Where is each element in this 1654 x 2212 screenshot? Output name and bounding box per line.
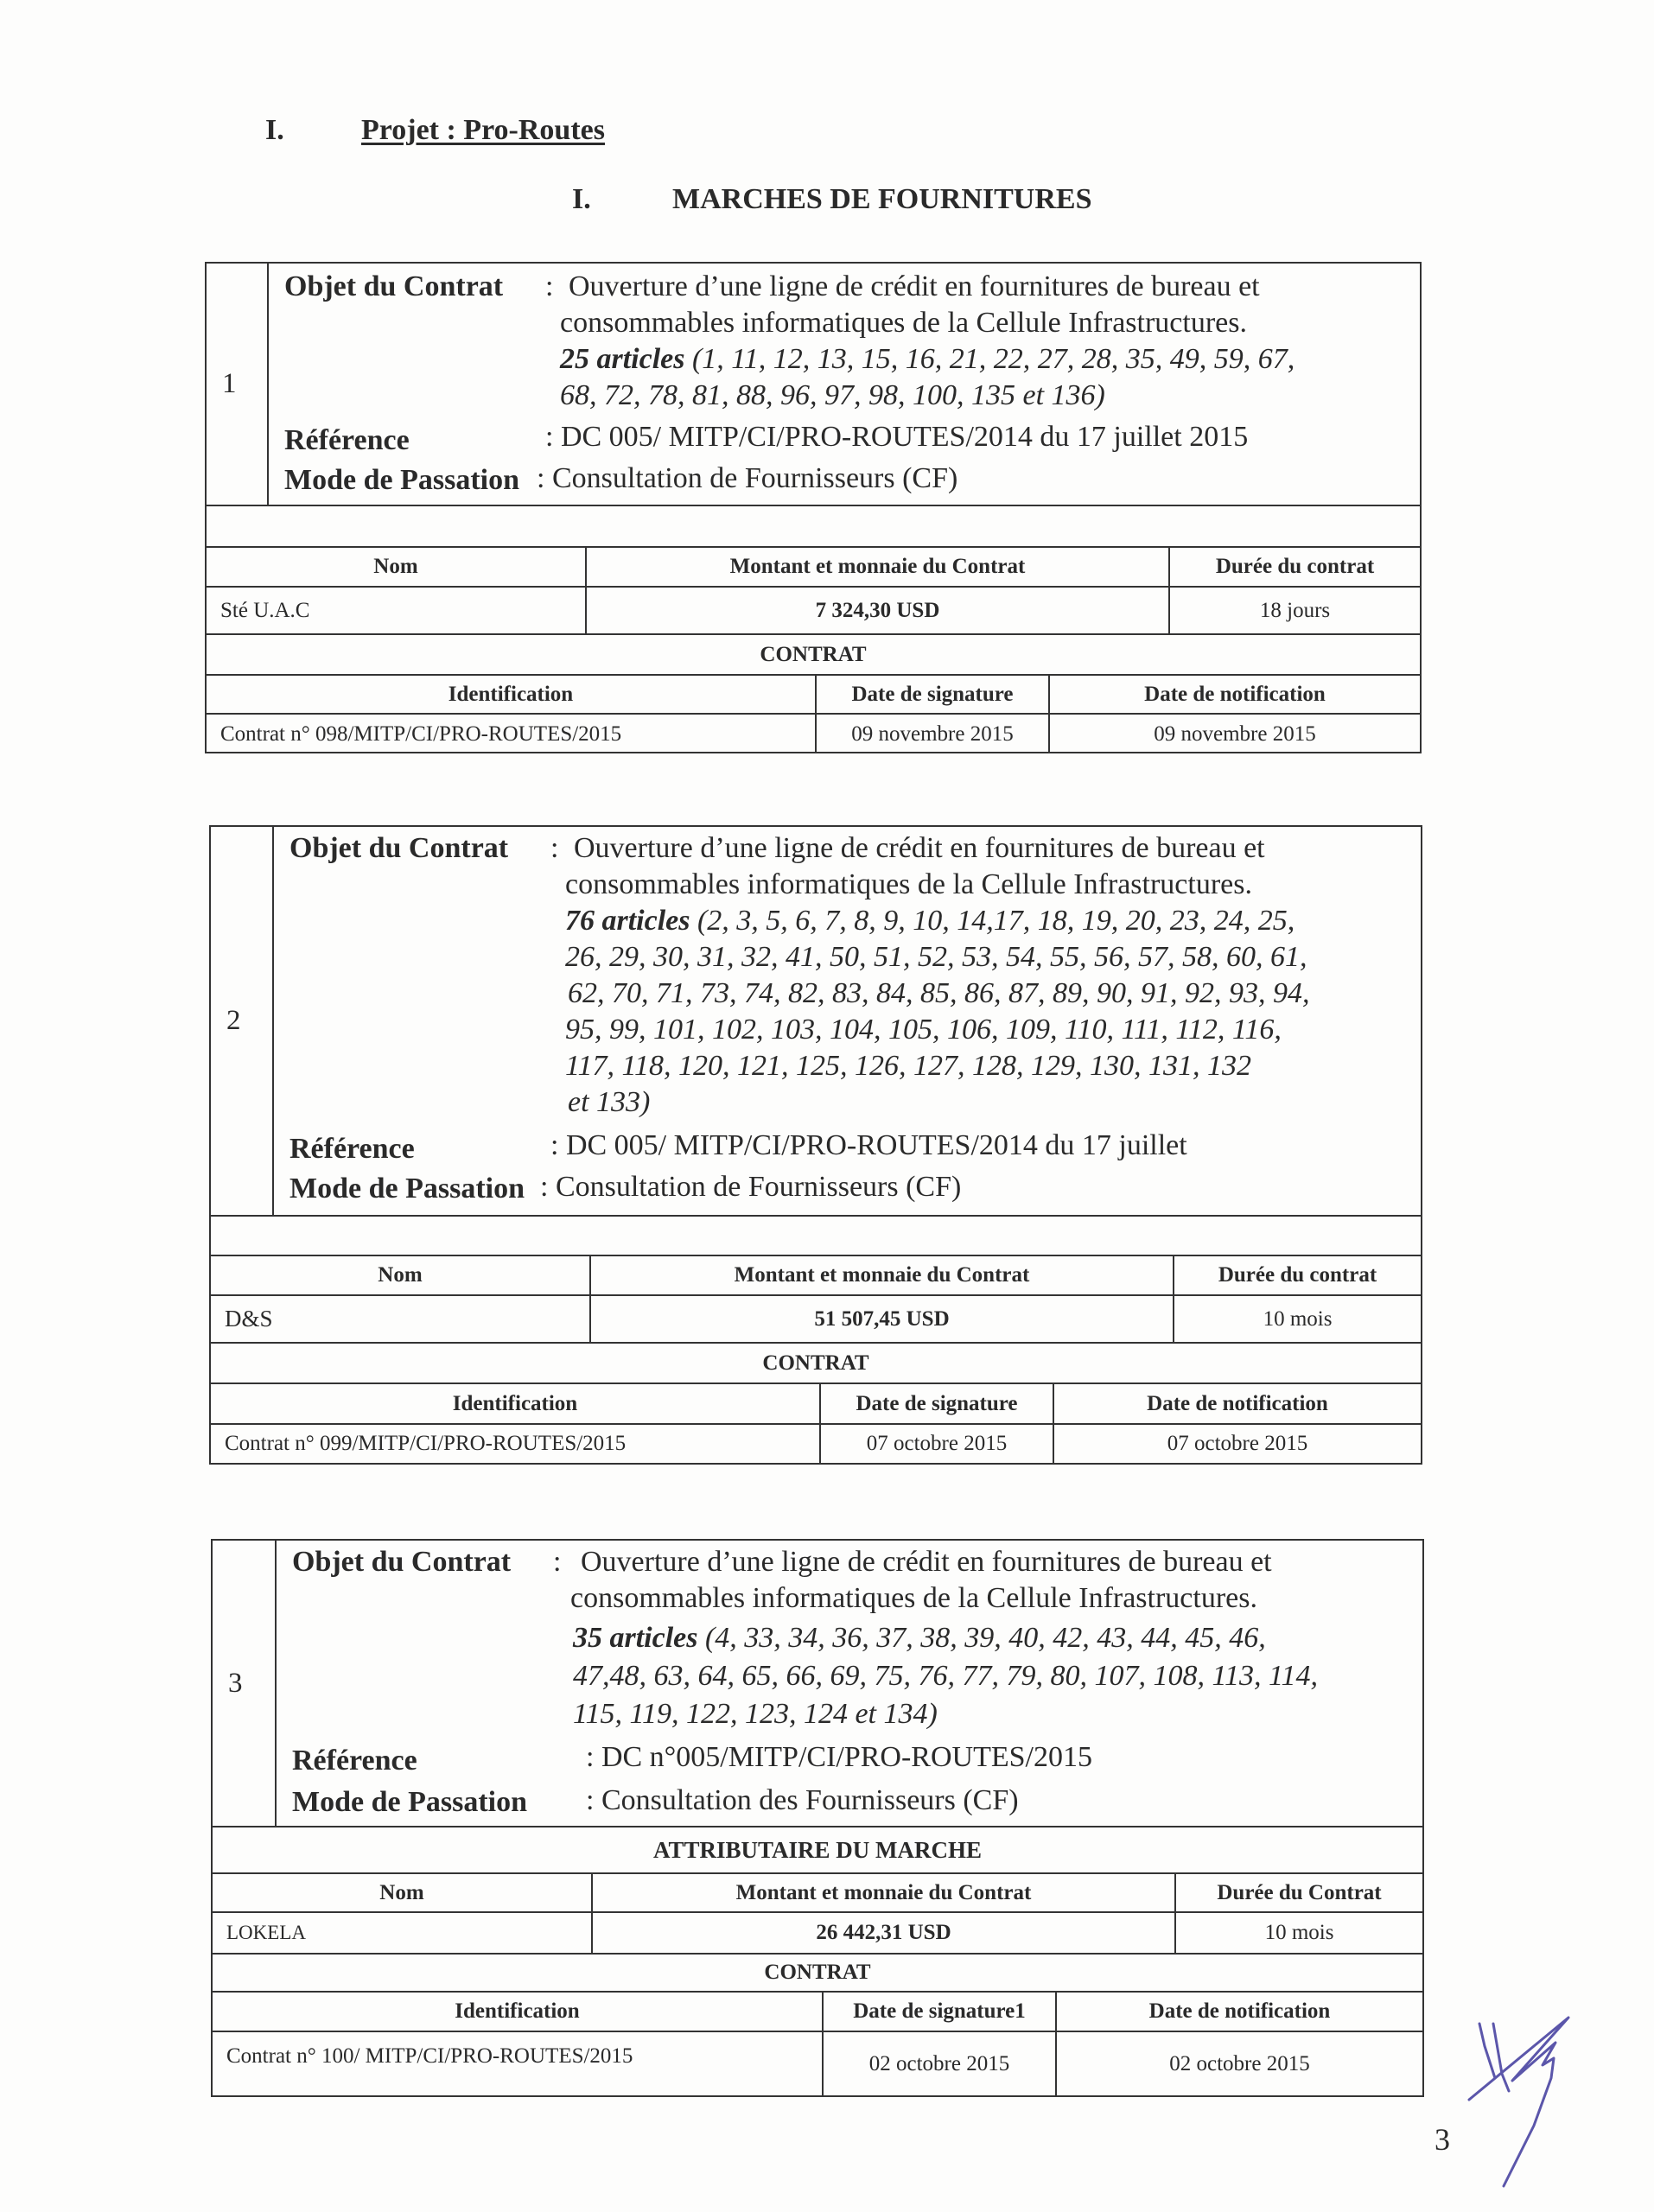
montant-header: Montant et monnaie du Contrat <box>589 1256 1173 1294</box>
supplier-name: D&S <box>225 1306 273 1332</box>
nom-header: Nom <box>378 1263 423 1287</box>
contract-duration: 10 mois <box>1174 1913 1422 1953</box>
mode-label: Mode de Passation <box>292 1786 527 1818</box>
attributaire-row <box>213 1827 1422 1874</box>
supplier-header-row <box>207 548 1420 588</box>
articles-line-1: 76 articles (2, 3, 5, 6, 7, 8, 9, 10, 14,17, 18, 19, 20, 23, 24, 25, <box>565 905 1295 937</box>
date-sig-header: Date de signature1 <box>822 1993 1055 2031</box>
articles-count: 35 articles <box>573 1622 698 1654</box>
signature-icon <box>1460 2013 1590 2203</box>
articles-line-6: et 133) <box>568 1086 651 1118</box>
date-notification: 09 novembre 2015 <box>1048 715 1420 753</box>
date-sig-header: Date de signature <box>815 676 1048 713</box>
date-signature: 09 novembre 2015 <box>815 715 1048 753</box>
objet-line-2: consommables informatiques de la Cellule Infrastructures. <box>560 307 1247 339</box>
contract-duration: 18 jours <box>1168 588 1420 633</box>
project-title: Projet : Pro-Routes <box>361 114 605 146</box>
mode-value: : Consultation de Fournisseurs (CF) <box>540 1171 962 1203</box>
articles-line-5: 117, 118, 120, 121, 125, 126, 127, 128, 129, 130, 131, 132 <box>565 1050 1251 1082</box>
articles-line-1: 35 articles (4, 33, 34, 36, 37, 38, 39, 40, 42, 43, 44, 45, 46, <box>573 1622 1266 1654</box>
duree-header: Durée du contrat <box>1168 548 1420 586</box>
ident-header-row <box>207 676 1420 715</box>
reference-label: Référence <box>284 424 410 456</box>
articles-line-4: 95, 99, 101, 102, 103, 104, 105, 106, 109, 110, 111, 112, 116, <box>565 1014 1282 1046</box>
contract-amount: 51 507,45 USD <box>589 1296 1173 1342</box>
objet-line-1: Ouverture d’une ligne de crédit en fournitures de bureau et <box>574 832 1265 864</box>
date-notification: 07 octobre 2015 <box>1053 1425 1421 1463</box>
objet-label: Objet du Contrat <box>289 832 509 864</box>
reference-label: Référence <box>292 1745 417 1777</box>
articles-line-2: 26, 29, 30, 31, 32, 41, 50, 51, 52, 53, 54, 55, 56, 57, 58, 60, 61, <box>565 941 1307 973</box>
contract-amount: 26 442,31 USD <box>591 1913 1174 1953</box>
objet-line-2: consommables informatiques de la Cellule Infrastructures. <box>570 1582 1257 1614</box>
contrat-title: CONTRAT <box>760 642 867 666</box>
articles-count: 25 articles <box>560 343 685 375</box>
empty-row <box>207 506 1420 548</box>
supplier-header-row <box>211 1256 1421 1296</box>
contract-table-3 <box>211 1539 1424 2097</box>
montant-header: Montant et monnaie du Contrat <box>585 548 1168 586</box>
objet-label: Objet du Contrat <box>284 270 504 302</box>
objet-colon: : <box>550 832 559 864</box>
contract-number: 3 <box>213 1541 277 1826</box>
contrat-title: CONTRAT <box>764 1961 871 1984</box>
ident-row <box>211 1425 1421 1463</box>
date-notif-header: Date de notification <box>1053 1384 1421 1423</box>
contract-details <box>213 1541 1422 1827</box>
nom-header: Nom <box>379 1880 424 1904</box>
objet-colon: : <box>545 270 554 302</box>
supplier-row <box>207 588 1420 635</box>
mode-label: Mode de Passation <box>284 464 519 496</box>
contract-identification: Contrat n° 100/ MITP/CI/PRO-ROUTES/2015 <box>226 2044 633 2068</box>
montant-header: Montant et monnaie du Contrat <box>591 1874 1174 1911</box>
contract-amount: 7 324,30 USD <box>585 588 1168 633</box>
contract-identification: Contrat n° 099/MITP/CI/PRO-ROUTES/2015 <box>225 1432 627 1455</box>
articles-line-1: 25 articles (1, 11, 12, 13, 15, 16, 21, 22, 27, 28, 35, 49, 59, 67, <box>560 343 1295 375</box>
supplier-row <box>213 1913 1422 1955</box>
contract-identification: Contrat n° 098/MITP/CI/PRO-ROUTES/2015 <box>220 721 622 746</box>
articles-line-2: 68, 72, 78, 81, 88, 96, 97, 98, 100, 135 et 136) <box>560 379 1105 411</box>
supplier-row <box>211 1296 1421 1344</box>
contract-number: 1 <box>207 264 269 505</box>
contract-details <box>211 827 1421 1217</box>
section-number: I. <box>265 114 284 146</box>
contrat-title-row <box>213 1955 1422 1993</box>
date-signature: 07 octobre 2015 <box>819 1425 1053 1463</box>
objet-line-1: Ouverture d’une ligne de crédit en fournitures de bureau et <box>581 1546 1272 1578</box>
date-sig-header: Date de signature <box>819 1384 1053 1423</box>
ident-header: Identification <box>452 1391 578 1415</box>
objet-line-2: consommables informatiques de la Cellule Infrastructures. <box>565 868 1252 900</box>
page-number: 3 <box>1435 2122 1450 2157</box>
objet-colon: : <box>553 1546 562 1578</box>
articles-line-3: 115, 119, 122, 123, 124 et 134) <box>573 1698 938 1730</box>
supplier-header-row <box>213 1874 1422 1913</box>
contract-number: 2 <box>211 827 274 1215</box>
date-notif-header: Date de notification <box>1055 1993 1422 2031</box>
mode-value: : Consultation de Fournisseurs (CF) <box>537 462 958 494</box>
reference-value: : DC 005/ MITP/CI/PRO-ROUTES/2014 du 17 juillet <box>550 1129 1187 1161</box>
contract-table-2 <box>209 825 1422 1465</box>
mode-label: Mode de Passation <box>289 1173 525 1205</box>
reference-label: Référence <box>289 1133 415 1165</box>
reference-value: : DC n°005/MITP/CI/PRO-ROUTES/2015 <box>586 1741 1092 1773</box>
contract-details <box>207 264 1420 506</box>
contrat-title-row <box>211 1344 1421 1384</box>
contrat-title: CONTRAT <box>762 1351 869 1375</box>
articles-line-3: 62, 70, 71, 73, 74, 82, 83, 84, 85, 86, 87, 89, 90, 91, 92, 93, 94, <box>568 977 1310 1009</box>
ident-header-row <box>213 1993 1422 2032</box>
ident-row <box>213 2032 1422 2095</box>
supplier-name: LOKELA <box>226 1922 306 1943</box>
articles-count: 76 articles <box>565 905 690 937</box>
contract-duration: 10 mois <box>1173 1296 1421 1342</box>
ident-header: Identification <box>448 682 574 706</box>
ident-header: Identification <box>455 1999 580 2023</box>
attributaire-title: ATTRIBUTAIRE DU MARCHE <box>652 1836 983 1863</box>
objet-label: Objet du Contrat <box>292 1546 512 1578</box>
subsection-number: I. <box>572 183 591 215</box>
objet-line-1: Ouverture d’une ligne de crédit en fournitures de bureau et <box>569 270 1260 302</box>
reference-value: : DC 005/ MITP/CI/PRO-ROUTES/2014 du 17 juillet 2015 <box>545 421 1249 453</box>
mode-value: : Consultation des Fournisseurs (CF) <box>586 1784 1019 1816</box>
duree-header: Durée du Contrat <box>1174 1874 1422 1911</box>
date-notif-header: Date de notification <box>1048 676 1420 713</box>
date-signature: 02 octobre 2015 <box>822 2032 1055 2095</box>
articles-line-2: 47,48, 63, 64, 65, 66, 69, 75, 76, 77, 79, 80, 107, 108, 113, 114, <box>573 1660 1318 1692</box>
contrat-title-row <box>207 635 1420 676</box>
ident-header-row <box>211 1384 1421 1425</box>
nom-header: Nom <box>373 555 418 578</box>
supplier-name: Sté U.A.C <box>220 598 310 622</box>
ident-row <box>207 715 1420 753</box>
duree-header: Durée du contrat <box>1173 1256 1421 1294</box>
subsection-title: MARCHES DE FOURNITURES <box>672 183 1092 215</box>
date-notification: 02 octobre 2015 <box>1055 2032 1422 2095</box>
empty-row <box>211 1217 1421 1256</box>
contract-table-1 <box>205 262 1422 753</box>
